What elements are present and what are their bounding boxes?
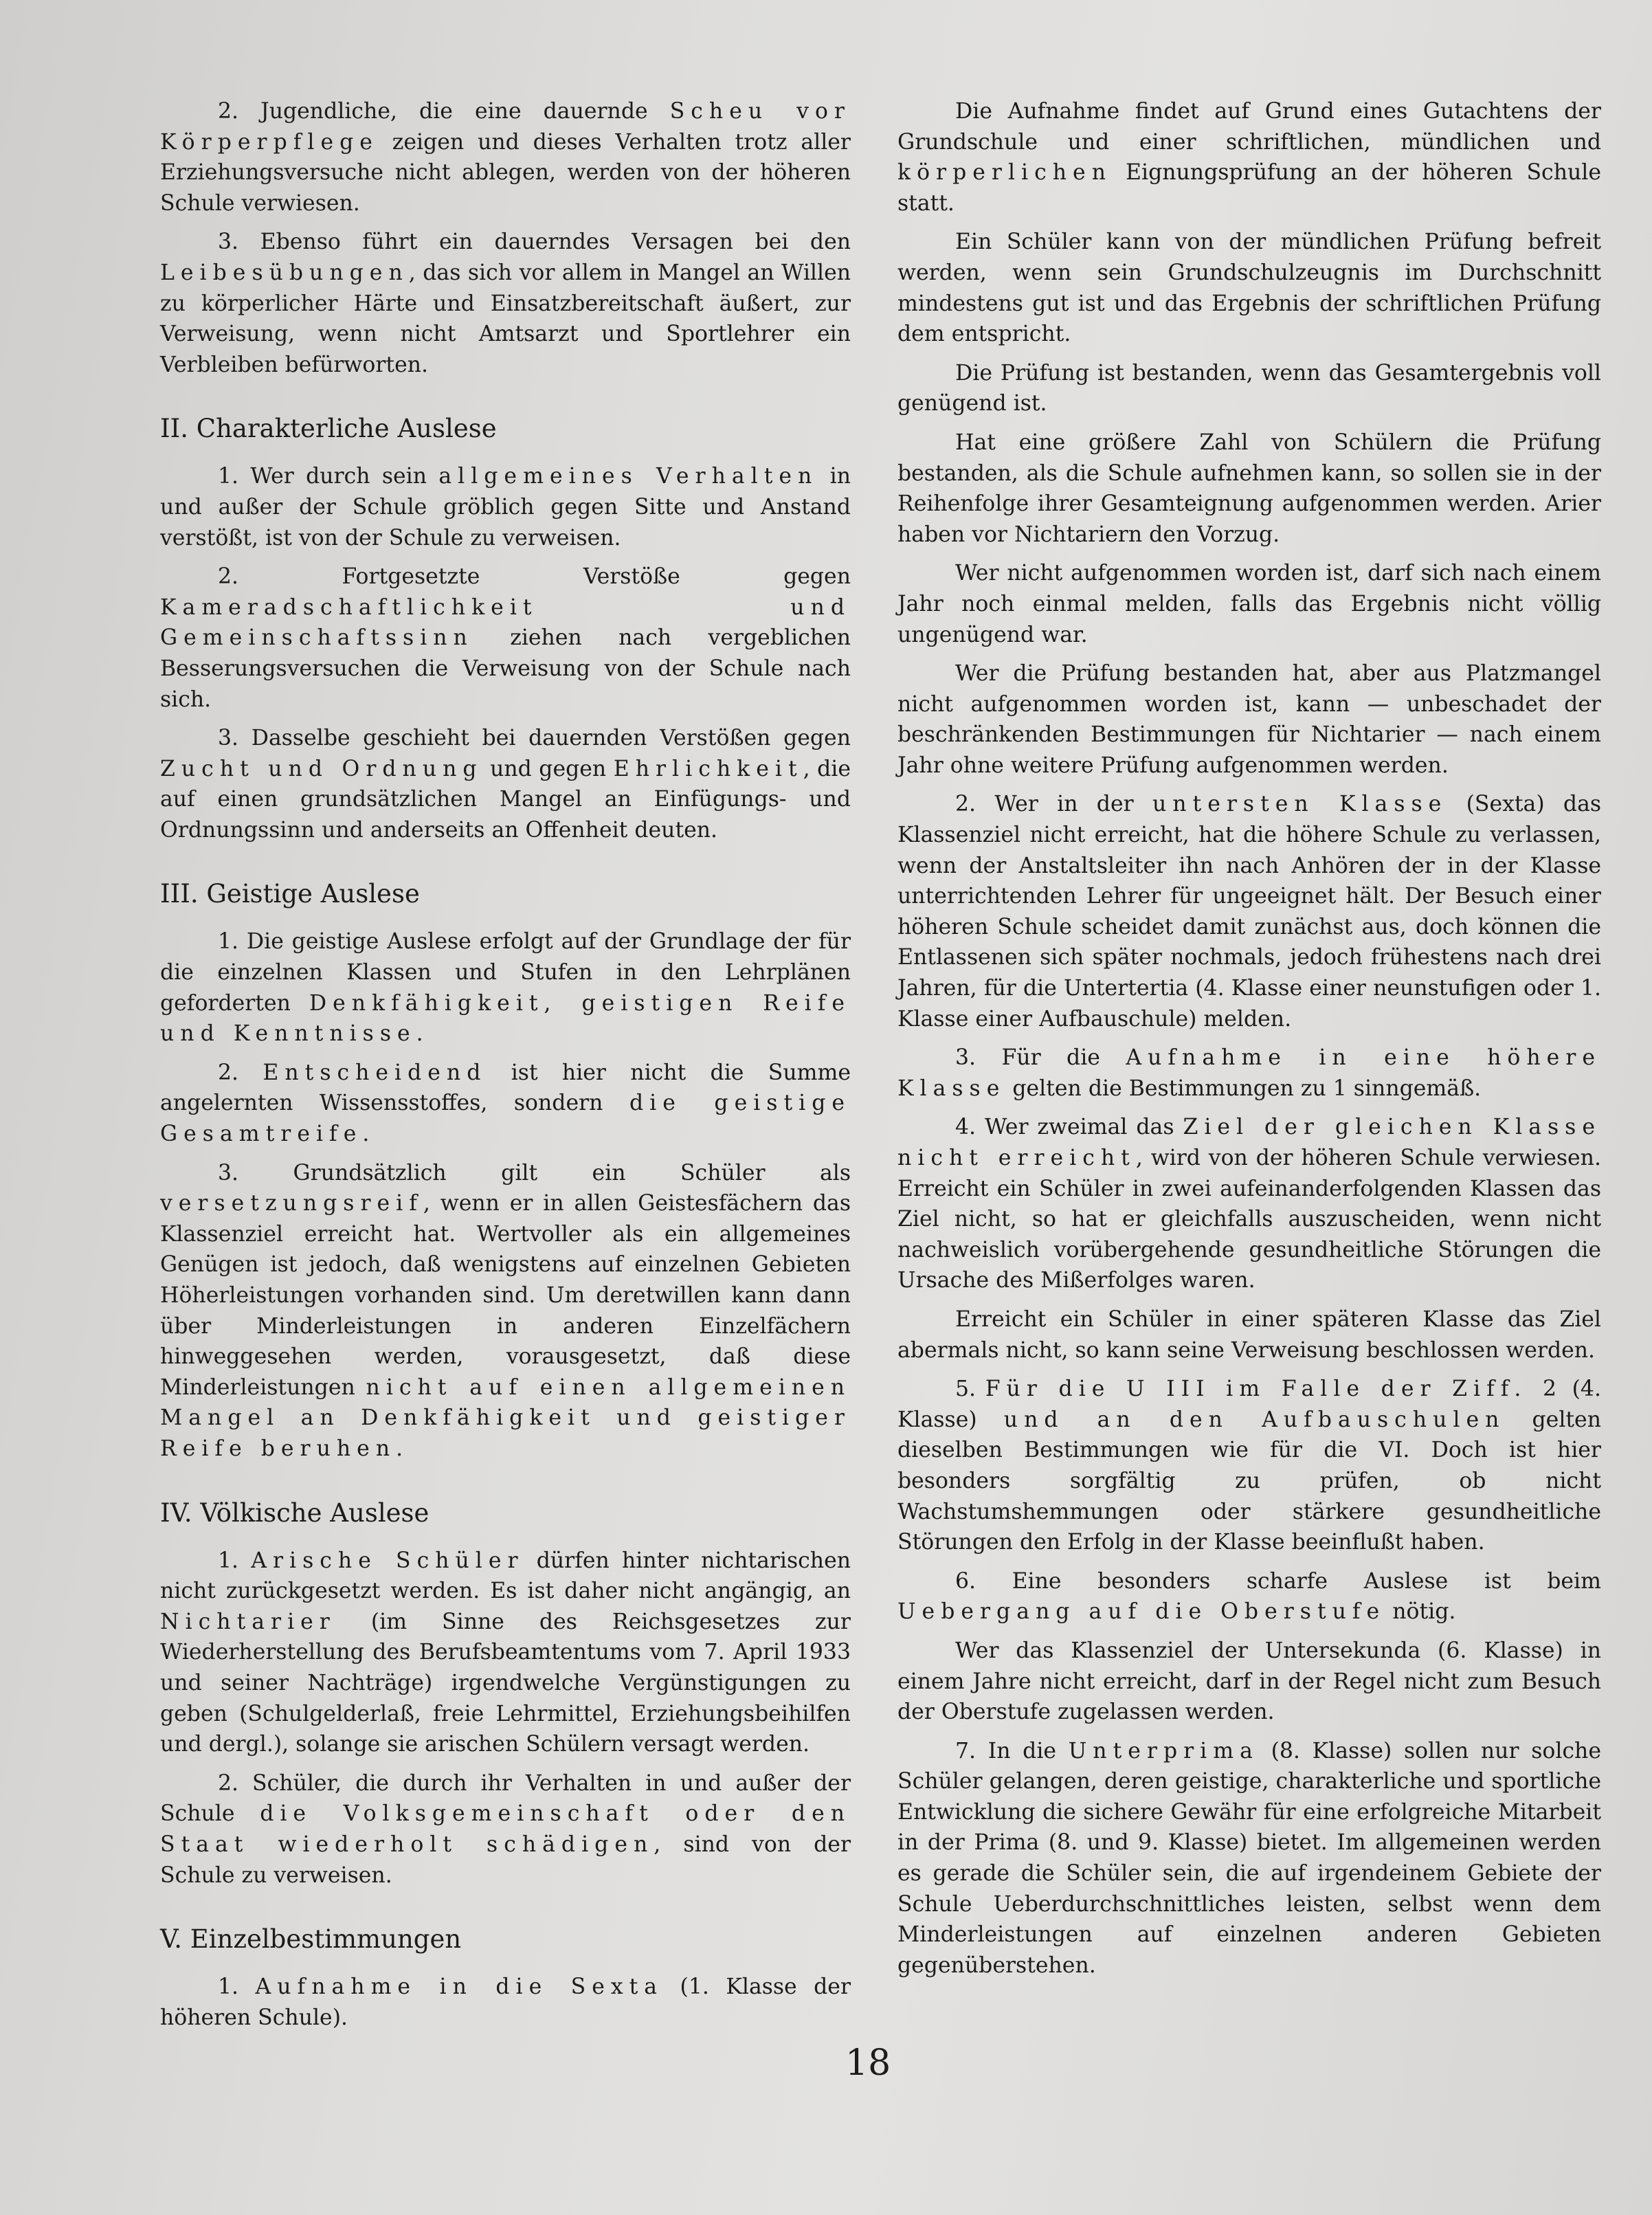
paragraph-text: 4. Wer zweimal das [955, 1115, 1183, 1140]
page-number: 18 [845, 2043, 891, 2084]
paragraph-text: 1. Wer durch sein [218, 464, 439, 489]
section-charakterliche-paragraphs [160, 461, 851, 845]
paragraph [897, 427, 1601, 550]
emphasized-text: nicht auf einen allgemeinen Mangel an Denkfähigkeit und geistiger Reife beruhen [160, 1374, 851, 1461]
emphasized-text: Für die U III im Falle der Ziff. 2 [985, 1377, 1563, 1402]
section-heading-charakterliche-auslese: II. Charakterliche Auslese [160, 414, 497, 444]
emphasized-text: die Volksgemeinschaft oder den Staat wiederholt schädigen [160, 1801, 851, 1857]
paragraph-text: nötig. [1385, 1599, 1456, 1625]
paragraph [897, 658, 1601, 781]
paragraph [160, 1058, 851, 1150]
paragraph [897, 1304, 1601, 1366]
section-heading-einzelbestimmungen: V. Einzelbestimmungen [160, 1924, 462, 1955]
emphasized-text: Uebergang auf die Oberstufe [897, 1599, 1386, 1625]
paragraph-text: , sind von der Schule zu verweisen. [160, 1832, 851, 1888]
emphasized-text: Denkfähigkeit, geistigen Reife und Kenntnisse [160, 990, 851, 1047]
paragraph-text: 2. [218, 1060, 263, 1085]
emphasized-text: Ziel der gleichen Klasse nicht erreicht [897, 1115, 1601, 1170]
paragraph-text: Wer das Klassenziel der Untersekunda (6. Klasse) in einem Jahre nicht erreicht, darf in der Regel nicht zum Besuch der Oberstufe zugelassen werden. [897, 1638, 1601, 1725]
paragraph-text: , die auf einen grundsätzlichen Mangel an Einfügungs- und Ordnungssinn und anderseits an Offenheit deuten. [160, 756, 851, 843]
paragraph-text: Eignungsprüfung an der höheren Schule statt. [897, 160, 1601, 216]
paragraph [160, 1158, 851, 1465]
paragraph-text: , das sich vor allem in Mangel an Willen zu körperlicher Härte und Einsatzbereitschaft äußert, zur Verweisung, wenn nicht Amtsarzt und Sportlehrer ein Verbleiben befürworten. [160, 260, 851, 377]
right-column-paragraphs [897, 96, 1601, 1981]
paragraph-text: (8. Klasse) sollen nur solche Schüler gelangen, deren geistige, charakterliche und sportliche Entwicklung die sichere Gewähr für eine erfolgreiche Mitarbeit in der Prima (8. und 9. Klasse) bietet. Im allgemeinen werden es gerade die Schüler sein, die auf irgendeinem Gebiete der Schule Ueberdurchschnittliches leisten, selbst wenn dem Minderleistungen auf einzelnen anderen Gebieten gegenüberstehen. [897, 1738, 1601, 1978]
paragraph-text: Wer die Prüfung bestanden hat, aber aus Platzmangel nicht aufgenommen worden ist, kann — unbeschadet der beschränkenden Bestimmungen für Nichtarier — nach einem Jahr ohne weitere Prüfung aufgenommen werden. [897, 661, 1601, 778]
paragraph [160, 96, 851, 219]
paragraph-text: 7. In die [955, 1738, 1069, 1763]
section-heading-geistige-auslese: III. Geistige Auslese [160, 879, 420, 909]
paragraph-text: 3. Grundsätzlich gilt ein Schüler als [218, 1160, 851, 1186]
paragraph-text: (4. Klasse) [897, 1377, 1601, 1432]
paragraph-text: in und außer der Schule gröblich gegen Sitte und Anstand verstößt, ist von der Schule zu verweisen. [160, 464, 851, 550]
emphasized-text: Nichtarier [160, 1609, 336, 1634]
paragraph [897, 1112, 1601, 1296]
paragraph-text: (Sexta) das Klassenziel nicht erreicht, hat die höhere Schule zu verlassen, wenn der Anstaltsleiter ihn nach Anhören der in der Klasse unterrichtenden Lehrer für ungeeignet hält. Der Besuch einer höheren Schule scheidet damit zunächst aus, doch können die Entlassenen sich später nochmals, jedoch frühestens nach drei Jahren, für die Untertertia (4. Klasse einer neunstufigen oder 1. Klasse einer Aufbauschule) melden. [897, 792, 1602, 1032]
paragraph [160, 1768, 851, 1891]
paragraph-text: Ein Schüler kann von der mündlichen Prüfung befreit werden, wenn sein Grundschulzeugnis im Durchschnitt mindestens gut ist und das Ergebnis der schriftlichen Prüfung dem entspricht. [897, 230, 1601, 347]
paragraph-text: . [396, 1436, 403, 1461]
emphasized-text: Aufnahme in die Sexta [255, 1974, 664, 2000]
paragraph-text: . [362, 1122, 370, 1147]
paragraph [897, 1636, 1601, 1728]
paragraph [897, 1566, 1601, 1627]
paragraph-text: Wer nicht aufgenommen worden ist, darf sich nach einem Jahr noch einmal melden, falls das Ergebnis nicht völlig ungenügend war. [897, 561, 1601, 647]
paragraph-text: zeigen und dieses Verhalten trotz aller Erziehungsversuche nicht ablegen, werden von der höheren Schule verwiesen. [160, 129, 851, 216]
paragraph-text: 2. Fortgesetzte Verstöße gegen [218, 564, 851, 590]
emphasized-text: Leibesübungen [160, 260, 409, 285]
paragraph-text: 2. Schüler, die durch ihr Verhalten in und außer der Schule [160, 1770, 851, 1827]
paragraph-text: Die Prüfung ist bestanden, wenn das Gesamtergebnis voll genügend ist. [897, 360, 1601, 416]
emphasized-text: Zucht und Ordnung [160, 756, 483, 781]
paragraph [897, 1043, 1601, 1104]
emphasized-text: Unterprima [1068, 1738, 1259, 1763]
paragraph [160, 926, 851, 1049]
paragraph-text: (im Sinne des Reichsgesetzes zur Wiederherstellung des Berufsbeamtentums vom 7. April 1933 und seiner Nachträge) irgendwelche Vergünstigungen zu geben (Schulgelderlaß, freie Lehrmittel, Erziehungsbeihilfen und dergl.), solange sie arischen Schülern versagt werden. [160, 1609, 851, 1757]
emphasized-text: Ehrlichkeit [613, 756, 803, 781]
left-column [160, 96, 851, 2041]
paragraph-text: 3. Für die [955, 1045, 1126, 1071]
paragraph-text: Erreicht ein Schüler in einer späteren Klasse das Ziel abermals nicht, so kann seine Verweisung beschlossen werden. [897, 1306, 1601, 1363]
paragraph [897, 227, 1601, 349]
paragraph-text: Hat eine größere Zahl von Schülern die Prüfung bestanden, als die Schule aufnehmen kann, so sollen sie in der Reihenfolge ihrer Gesamteignung aufgenommen werden. Arier haben vor Nichtariern den Vorzug. [897, 430, 1601, 547]
emphasized-text: untersten Klasse [1152, 792, 1448, 817]
paragraph-text: Die Aufnahme findet auf Grund eines Gutachtens der Grundschule und einer schriftlichen, mündlichen und [897, 99, 1601, 155]
paragraph-text: , wenn er in allen Geistesfächern das Klassenziel erreicht hat. Wertvoller als ein allgemeines Genügen ist jedoch, daß wenigstens auf einzelnen Gebieten Höherleistungen vorhanden sind. Um deretwillen kann dann über Minderleistungen in anderen Einzelfächern hinweggesehen werden, vorausgesetzt, daß diese Minderleistungen [160, 1191, 851, 1400]
emphasized-text: Scheu vor Körperpflege [160, 99, 851, 155]
paragraph [160, 227, 851, 380]
paragraph-text: ist hier nicht die Summe angelernten Wissensstoffes, sondern [160, 1060, 851, 1116]
paragraph [897, 1736, 1601, 1981]
emphasized-text: Arische Schüler [251, 1548, 524, 1573]
paragraph-text: 3. Dasselbe geschieht bei dauernden Verstößen gegen [218, 726, 851, 751]
paragraph [160, 1546, 851, 1760]
intro-paragraphs [160, 96, 851, 380]
emphasized-text: Entscheidend [263, 1060, 487, 1085]
paragraph-text: gelten die Bestimmungen zu 1 sinngemäß. [1005, 1076, 1482, 1101]
emphasized-text: Kameradschaftlichkeit und Gemeinschaftssinn [160, 594, 851, 651]
emphasized-text: allgemeines Verhalten [438, 464, 818, 489]
paragraph-text: dürfen hinter nichtarischen nicht zurückgesetzt werden. Es ist daher nicht angängig, an [160, 1548, 851, 1604]
paragraph-text: , wird von der höheren Schule verwiesen. Erreicht ein Schüler in zwei aufeinanderfolgenden Klassen das Ziel nicht, so hat er gleichfalls auszuscheiden, wenn nicht nachweislich vorübergehende gesundheitliche Störungen die Ursache des Mißerfolges waren. [897, 1146, 1601, 1293]
paragraph [160, 1972, 851, 2033]
right-column [897, 96, 1601, 1989]
paragraph [897, 358, 1601, 419]
paragraph [897, 96, 1601, 219]
paragraph-text: ziehen nach vergeblichen Besserungsversuchen die Verweisung von der Schule nach sich. [160, 625, 851, 712]
emphasized-text: und an den Aufbauschulen [1003, 1407, 1506, 1432]
section-einzelbestimmungen-paragraphs [160, 1972, 851, 2033]
paragraph-text: 2. Jugendliche, die eine dauernde [218, 99, 670, 124]
paragraph [160, 723, 851, 845]
paragraph-text: und gegen [482, 756, 614, 781]
paragraph-text: . [416, 1021, 423, 1047]
paragraph-text: 3. Ebenso führt ein dauerndes Versagen bei den [218, 230, 851, 255]
emphasized-text: körperlichen [897, 160, 1112, 186]
paragraph [897, 1374, 1601, 1558]
paragraph-text: 5. [955, 1377, 985, 1402]
section-heading-voelkische-auslese: IV. Völkische Auslese [160, 1498, 429, 1528]
emphasized-text: versetzungsreif [160, 1191, 423, 1216]
section-geistige-paragraphs [160, 926, 851, 1464]
paragraph-text: (1. Klasse der höheren Schule). [160, 1974, 851, 2030]
paragraph [160, 461, 851, 553]
section-voelkische-paragraphs [160, 1546, 851, 1891]
paragraph-text: 1. [218, 1548, 252, 1573]
paragraph-text: 2. Wer in der [955, 792, 1152, 817]
paragraph-text: 1. [218, 1974, 256, 2000]
emphasized-text: die geistige Gesamtreife [160, 1091, 851, 1147]
emphasized-text: Aufnahme in eine höhere Klasse [897, 1045, 1601, 1101]
paragraph [897, 558, 1601, 650]
paragraph-text: 1. Die geistige Auslese erfolgt auf der Grundlage der für die einzelnen Klassen und Stufen in den Lehrplänen geforderten [160, 929, 851, 1016]
paragraph-text: 6. Eine besonders scharfe Auslese ist beim [955, 1568, 1601, 1594]
paragraph [897, 789, 1601, 1034]
paragraph-text: gelten dieselben Bestimmungen wie für die VI. Doch ist hier besonders sorgfältig zu prüfen, ob nicht Wachstumshemmungen oder stärkere gesundheitliche Störungen den Erfolg in der Klasse beeinflußt haben. [897, 1407, 1601, 1555]
paragraph [160, 561, 851, 715]
